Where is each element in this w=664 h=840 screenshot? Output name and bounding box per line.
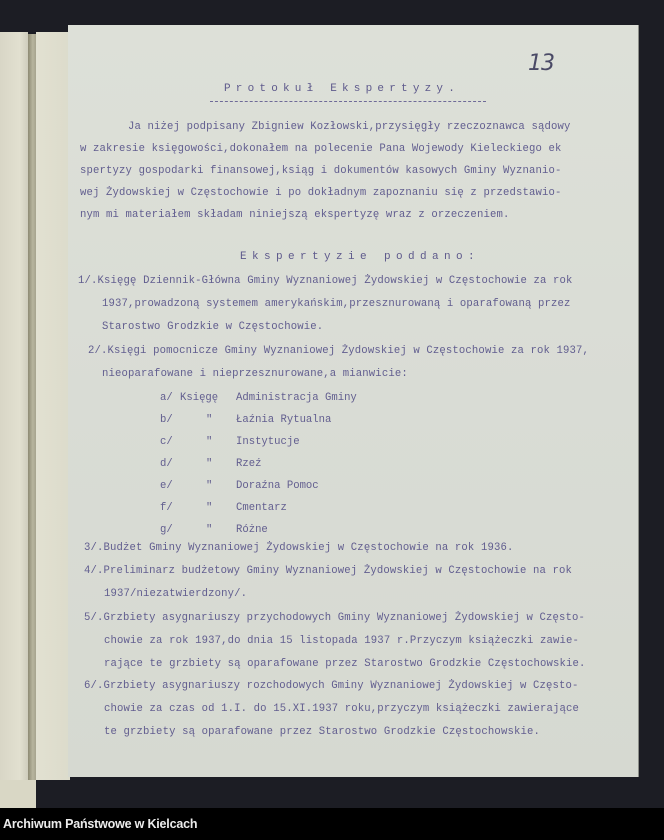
sub-item-label: Różne <box>236 524 268 536</box>
sub-item-ditto: Księgę <box>180 392 219 404</box>
item-5-line: chowie za rok 1937,do dnia 15 listopada 1937 r.Przyczym książeczki zawie- <box>104 635 580 647</box>
sub-item-a <box>68 392 468 406</box>
binder-page-stack-left <box>0 32 28 780</box>
sub-item-ditto: " <box>206 458 213 470</box>
archive-name: Archiwum Państwowe w Kielcach <box>3 817 198 831</box>
handwritten-page-number: 13 <box>528 51 554 76</box>
sub-item-g <box>68 524 468 538</box>
faded-stamp-trace <box>44 392 68 412</box>
sub-item-ditto: " <box>206 414 213 426</box>
sub-item-label: Łaźnia Rytualna <box>236 414 332 426</box>
sub-item-label: Administracja Gminy <box>236 392 357 404</box>
sub-item-letter: e/ <box>160 480 173 492</box>
item-6-line: chowie za czas od 1.I. do 15.XI.1937 roku,przyczym książeczki zawierające <box>104 703 580 715</box>
sub-item-ditto: " <box>206 524 213 536</box>
item-6-line: 6/.Grzbiety asygnariuszy rozchodowych Gminy Wyznaniowej Żydowskiej w Często- <box>84 680 579 692</box>
intro-line: w zakresie księgowości,dokonałem na polecenie Pana Wojewody Kieleckiego ek <box>80 143 562 155</box>
item-1-line: Starostwo Grodzkie w Częstochowie. <box>102 321 324 333</box>
sub-item-label: Doraźna Pomoc <box>236 480 319 492</box>
sub-item-label: Instytucje <box>236 436 300 448</box>
title-underline <box>210 101 486 102</box>
section-heading: Ekspertyzie poddano: <box>240 251 481 263</box>
item-2-line: nieoparafowane i nieprzesznurowane,a mianwicie: <box>102 368 408 380</box>
intro-line: Ja niżej podpisany Zbigniew Kozłowski,przysięgły rzeczoznawca sądowy <box>128 121 571 133</box>
sub-item-letter: f/ <box>160 502 173 514</box>
item-3-line: 3/.Budżet Gminy Wyznaniowej Żydowskiej w Częstochowie na rok 1936. <box>84 542 514 554</box>
document-sheet <box>68 25 638 777</box>
sub-item-letter: c/ <box>160 436 173 448</box>
item-1-line: 1/.Księgę Dziennik-Główna Gminy Wyznaniowej Żydowskiej w Częstochowie za rok <box>78 275 573 287</box>
binder-page-stack-bottom <box>0 780 36 808</box>
item-1-line: 1937,prowadzoną systemem amerykańskim,przesznurowaną i oparafowaną przez <box>102 298 571 310</box>
sub-item-b <box>68 414 468 428</box>
intro-line: nym mi materiałem składam niniejszą ekspertyzę wraz z orzeczeniem. <box>80 209 510 221</box>
intro-line: wej Żydowskiej w Częstochowie i po dokładnym zapoznaniu się z przedstawio- <box>80 187 562 199</box>
item-4-line: 4/.Preliminarz budżetowy Gminy Wyznaniowej Żydowskiej w Częstochowie na rok <box>84 565 573 577</box>
item-5-line: 5/.Grzbiety asygnariuszy przychodowych Gminy Wyznaniowej Żydowskiej w Często- <box>84 612 586 624</box>
item-6-line: te grzbiety są oparafowane przez Starostwo Grodzkie Częstochowskie. <box>104 726 540 738</box>
sub-item-label: Rzeź <box>236 458 262 470</box>
sub-item-letter: a/ <box>160 392 173 404</box>
sub-item-label: Cmentarz <box>236 502 287 514</box>
item-2-line: 2/.Księgi pomocnicze Gminy Wyznaniowej Żydowskiej w Częstochowie za rok 1937, <box>88 345 590 357</box>
sub-item-c <box>68 436 468 450</box>
sub-item-ditto: " <box>206 480 213 492</box>
item-4-line: 1937/niezatwierdzony/. <box>104 588 248 600</box>
sub-item-letter: d/ <box>160 458 173 470</box>
sub-item-f <box>68 502 468 516</box>
sub-item-ditto: " <box>206 502 213 514</box>
sub-item-ditto: " <box>206 436 213 448</box>
sub-item-e <box>68 480 468 494</box>
document-title: Protokuł Ekspertyzy. <box>224 83 461 95</box>
intro-line: spertyzy gospodarki finansowej,ksiąg i dokumentów kasowych Gminy Wyznanio- <box>80 165 562 177</box>
sub-item-d <box>68 458 468 472</box>
archive-footer-bar <box>0 808 664 840</box>
sub-item-letter: b/ <box>160 414 173 426</box>
sub-item-letter: g/ <box>160 524 173 536</box>
binder-spine-gap <box>28 34 36 780</box>
item-5-line: rające te grzbiety są oparafowane przez Starostwo Grodzkie Częstochowskie. <box>104 658 586 670</box>
